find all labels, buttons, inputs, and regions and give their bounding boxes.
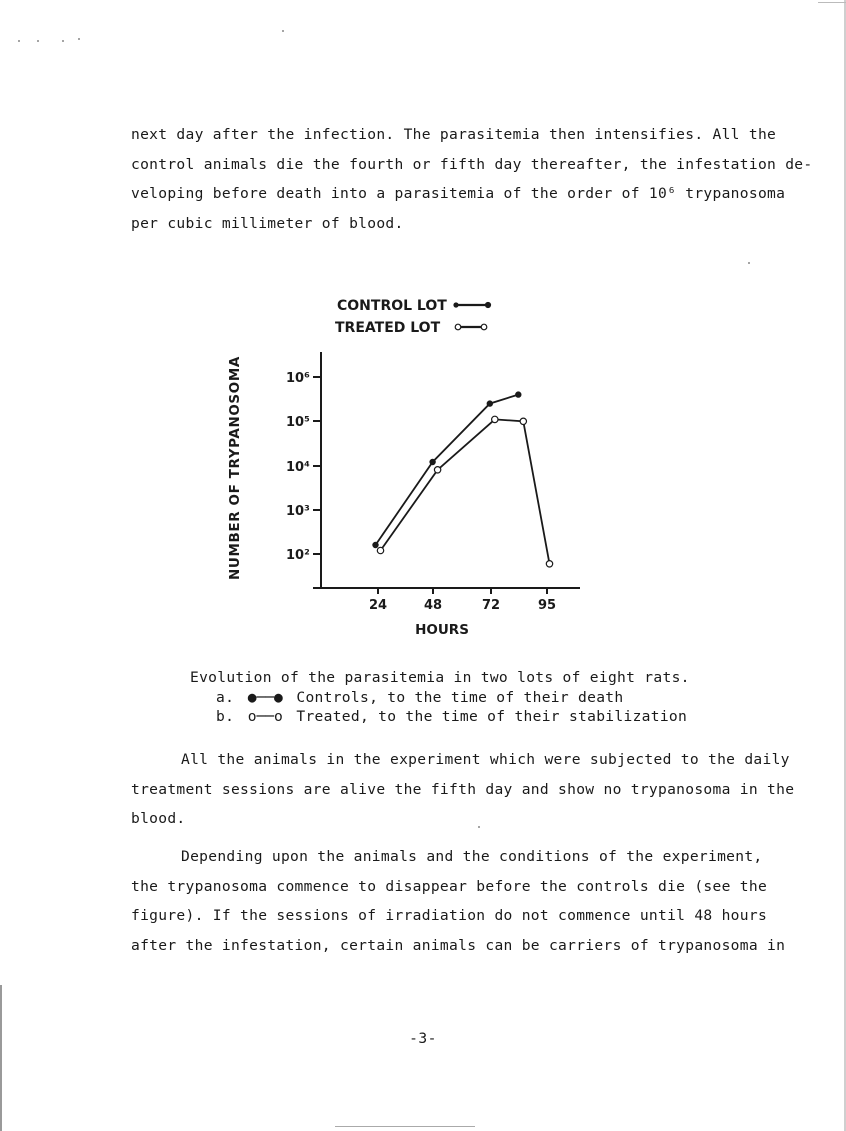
caption-item-a-label: a. (216, 688, 235, 706)
y-tick-label: 10⁵ (286, 415, 310, 430)
legend-treated-marker (481, 324, 487, 330)
scan-speck (62, 40, 64, 42)
legend-treated-label: TREATED LOT (335, 320, 441, 336)
scan-edge-top (818, 2, 846, 3)
x-axis-label: HOURS (415, 622, 469, 638)
x-tick-label: 72 (481, 598, 501, 613)
y-tick-label: 10² (286, 548, 310, 563)
text-line: veloping before death into a parasitemia of the order of 10⁶ trypanosoma (131, 185, 786, 202)
text-line: treatment sessions are alive the fifth day and show no trypanosoma in the (131, 780, 795, 798)
text-line: the trypanosoma commence to disappear before the controls die (see the (131, 877, 768, 895)
series-layer (373, 392, 553, 567)
data-point (430, 459, 435, 464)
legend-control-label: CONTROL LOT (337, 298, 447, 314)
intro-paragraph (131, 120, 813, 238)
text-line: control animals die the fourth or fifth day thereafter, the infestation de- (131, 155, 813, 173)
scan-speck (18, 40, 20, 42)
figure-caption (190, 668, 690, 727)
data-point (520, 418, 526, 424)
page-number: -3- (409, 1030, 437, 1047)
data-point (377, 547, 383, 553)
scan-speck (282, 30, 284, 32)
caption-item-a (190, 688, 660, 708)
treated-result-paragraph (131, 745, 795, 834)
legend-control-marker (453, 302, 458, 307)
text-line: per cubic millimeter of blood. (131, 214, 404, 232)
data-point (492, 416, 498, 422)
text-line: Depending upon the animals and the conditions of the experiment, (181, 848, 763, 865)
caption-item-a-text: Controls, to the time of their death (296, 688, 624, 706)
data-point (546, 561, 552, 567)
caption-item-b-text: Treated, to the time of their stabilization (296, 708, 688, 725)
text-line: All the animals in the experiment which were subjected to the daily (181, 751, 790, 768)
scan-bottom-rule (335, 1126, 475, 1127)
data-point (434, 467, 440, 473)
y-ticks (286, 371, 321, 563)
series-line (381, 419, 550, 563)
text-line: after the infestation, certain animals can be carriers of trypanosoma in (131, 936, 786, 954)
dependency-paragraph (131, 842, 786, 960)
legend-treated-marker (455, 324, 461, 330)
data-point (487, 401, 492, 406)
parasitemia-chart (210, 290, 590, 650)
caption-item-b (190, 707, 688, 727)
filled-dot-line-icon: ●──● (247, 688, 283, 706)
scan-edge-left (0, 985, 2, 1131)
x-tick-label: 24 (368, 598, 388, 613)
scan-speck (78, 38, 80, 40)
scan-speck (37, 40, 39, 42)
text-line: blood. (131, 810, 186, 827)
y-axis-label: NUMBER OF TRYPANOSOMA (227, 356, 243, 580)
caption-title: Evolution of the parasitemia in two lots of eight rats. (190, 669, 690, 686)
y-tick-label: 10³ (286, 504, 310, 519)
parasitemia-figure (210, 290, 590, 650)
x-tick-label: 48 (423, 598, 443, 613)
y-tick-label: 10⁴ (286, 460, 310, 475)
text-line: next day after the infection. The parasitemia then intensifies. All the (131, 126, 777, 143)
open-circle-line-icon: o──o (247, 708, 283, 725)
scan-speck (748, 262, 750, 264)
text-line: figure). If the sessions of irradiation do not commence until 48 hours (131, 907, 768, 924)
y-tick-label: 10⁶ (286, 371, 310, 386)
x-ticks (369, 588, 556, 613)
data-point (516, 392, 521, 397)
legend-control-marker (485, 302, 490, 307)
x-tick-label: 95 (537, 598, 557, 613)
caption-item-b-label: b. (216, 708, 235, 725)
data-point (373, 542, 378, 547)
